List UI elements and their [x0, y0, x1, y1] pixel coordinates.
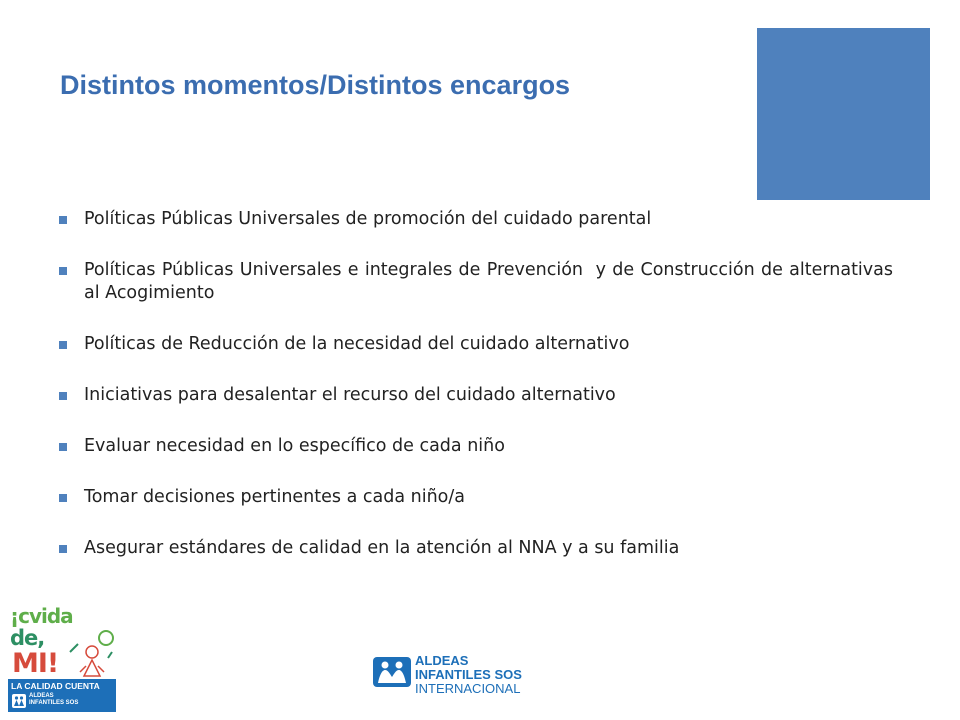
square-bullet-icon [59, 494, 67, 502]
org-logo [373, 654, 543, 700]
square-bullet-icon [59, 267, 67, 275]
campaign-logo [8, 604, 116, 712]
bullet-item [58, 259, 899, 305]
bullet-text: Políticas de Reducción de la necesidad del cuidado alternativo [84, 334, 630, 354]
campaign-org-name: ALDEAS INFANTILES SOS [29, 693, 79, 706]
children-silhouettes-icon [373, 657, 411, 687]
square-bullet-icon [59, 216, 67, 224]
accent-box [757, 28, 930, 200]
org-name: ALDEAS INFANTILES SOS INTERNACIONAL [415, 653, 522, 696]
square-bullet-icon [59, 545, 67, 553]
bullet-item [58, 537, 893, 560]
square-bullet-icon [59, 392, 67, 400]
child-drawing-icon [68, 630, 116, 680]
campaign-logo-line1: ¡cvida [10, 604, 73, 628]
square-bullet-icon [59, 341, 67, 349]
bullet-item [58, 435, 893, 458]
square-bullet-icon [59, 443, 67, 451]
campaign-logo-line2: de, [10, 626, 45, 650]
bullet-text: Evaluar necesidad en lo específico de cada niño [84, 436, 505, 456]
bullet-item [58, 384, 893, 407]
bullet-text: Políticas Públicas Universales e integrales de Prevención y de Construcción de alternativas al Acogimiento [84, 260, 899, 303]
bullet-item [58, 486, 893, 509]
campaign-logo-line3: MI! [12, 648, 59, 679]
bullet-item [58, 208, 893, 231]
bullet-text: Políticas Públicas Universales de promoción del cuidado parental [84, 209, 652, 229]
campaign-tagline: LA CALIDAD CUENTA [11, 681, 100, 691]
campaign-tagline-strip [8, 679, 116, 712]
children-silhouettes-icon [12, 694, 26, 708]
bullet-text: Asegurar estándares de calidad en la atención al NNA y a su familia [84, 538, 680, 558]
bullet-text: Iniciativas para desalentar el recurso del cuidado alternativo [84, 385, 616, 405]
slide-title: Distintos momentos/Distintos encargos [60, 70, 571, 100]
bullet-item [58, 333, 893, 356]
bullet-text: Tomar decisiones pertinentes a cada niño/a [84, 487, 465, 507]
bullet-list [58, 208, 899, 588]
